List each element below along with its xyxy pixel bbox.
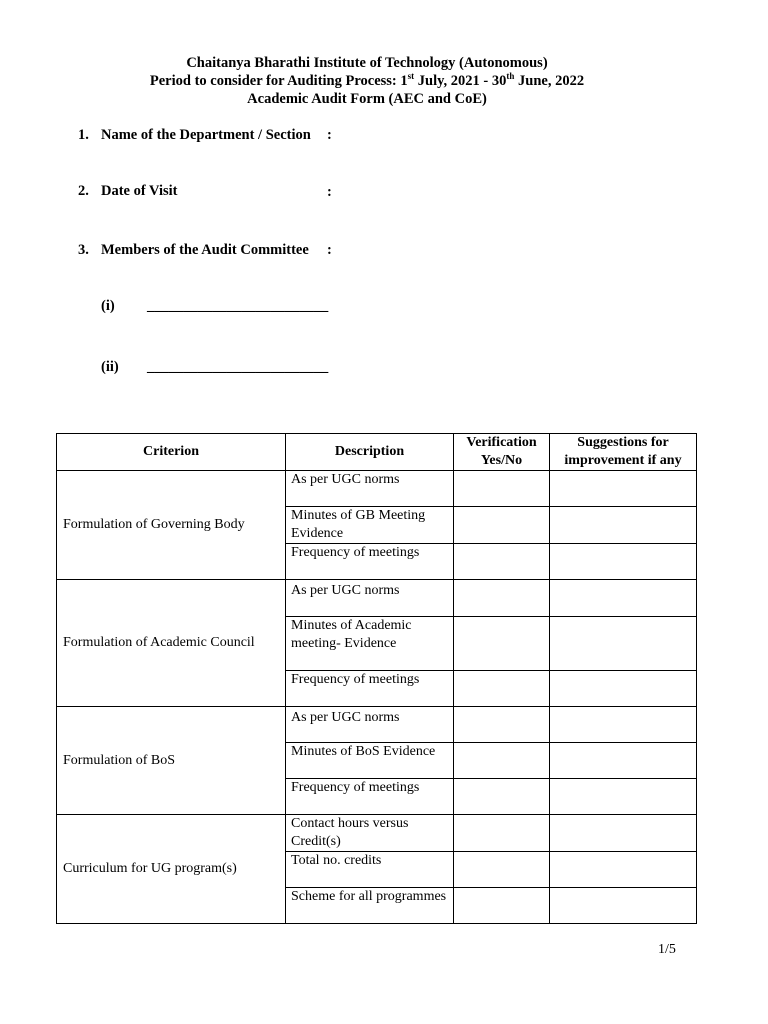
item-committee-members <box>78 242 309 259</box>
verification-header-line: Verification <box>466 435 537 450</box>
item-colon: : <box>327 242 332 258</box>
ordinal-st: st <box>407 71 415 82</box>
member-i <box>101 298 329 315</box>
audit-period <box>0 72 734 90</box>
verification-cell[interactable] <box>454 471 550 507</box>
audit-period-text: Period to consider for Auditing Process: 1 <box>149 73 408 89</box>
description-cell: Frequency of meetings <box>286 544 454 580</box>
item-label: Name of the Department / Section <box>101 127 311 143</box>
suggestions-cell[interactable] <box>550 580 697 617</box>
description-cell: As per UGC norms <box>286 471 454 507</box>
suggestions-cell[interactable] <box>550 815 697 852</box>
document-header <box>0 54 734 108</box>
verification-cell[interactable] <box>454 507 550 544</box>
suggestions-cell[interactable] <box>550 671 697 707</box>
description-cell: Minutes of GB Meeting Evidence <box>286 507 454 544</box>
verification-cell[interactable] <box>454 779 550 815</box>
verification-cell[interactable] <box>454 617 550 671</box>
suggestions-cell[interactable] <box>550 707 697 743</box>
description-cell: As per UGC norms <box>286 580 454 617</box>
audit-period-text: June, 2022 <box>514 73 585 89</box>
suggestions-header-line: improvement if any <box>564 453 682 468</box>
item-colon: : <box>327 127 332 143</box>
suggestions-cell[interactable] <box>550 743 697 779</box>
verification-cell[interactable] <box>454 544 550 580</box>
description-cell: Minutes of Academic meeting- Evidence <box>286 617 454 671</box>
member-label: (i) <box>101 298 115 314</box>
suggestions-cell[interactable] <box>550 617 697 671</box>
description-cell: Scheme for all programmes <box>286 888 454 924</box>
suggestions-cell[interactable] <box>550 544 697 580</box>
ordinal-th: th <box>506 71 515 82</box>
verification-cell[interactable] <box>454 743 550 779</box>
verification-cell[interactable] <box>454 815 550 852</box>
audit-table <box>56 433 697 924</box>
verification-cell[interactable] <box>454 580 550 617</box>
criterion-cell: Curriculum for UG program(s) <box>57 815 286 924</box>
table-header-row <box>57 434 697 471</box>
suggestions-cell[interactable] <box>550 852 697 888</box>
verification-cell[interactable] <box>454 707 550 743</box>
member-ii <box>101 359 329 376</box>
criterion-header: Criterion <box>57 434 286 471</box>
description-cell: Frequency of meetings <box>286 671 454 707</box>
table-row <box>57 471 697 507</box>
suggestions-cell[interactable] <box>550 779 697 815</box>
criterion-cell: Formulation of Governing Body <box>57 471 286 580</box>
table-row <box>57 707 697 743</box>
criterion-cell: Formulation of Academic Council <box>57 580 286 707</box>
verification-header-line: Yes/No <box>480 453 523 468</box>
criterion-cell: Formulation of BoS <box>57 707 286 815</box>
verification-header <box>454 434 550 471</box>
item-department <box>78 127 311 144</box>
audit-period-text: July, 2021 - 30 <box>414 73 507 89</box>
verification-cell[interactable] <box>454 888 550 924</box>
item-date-of-visit <box>78 183 178 200</box>
description-cell: Contact hours versus Credit(s) <box>286 815 454 852</box>
item-label: Members of the Audit Committee <box>101 242 309 258</box>
page-number: 1/5 <box>658 942 676 957</box>
form-title: Academic Audit Form (AEC and CoE) <box>247 91 487 107</box>
item-label: Date of Visit <box>101 183 178 199</box>
table-row <box>57 580 697 617</box>
item-colon: : <box>327 184 332 200</box>
description-cell: Frequency of meetings <box>286 779 454 815</box>
suggestions-cell[interactable] <box>550 471 697 507</box>
member-label: (ii) <box>101 359 119 375</box>
suggestions-header <box>550 434 697 471</box>
institute-title: Chaitanya Bharathi Institute of Technology (Autonomous) <box>186 55 548 71</box>
description-cell: Total no. credits <box>286 852 454 888</box>
description-header: Description <box>286 434 454 471</box>
description-cell: Minutes of BoS Evidence <box>286 743 454 779</box>
suggestions-cell[interactable] <box>550 888 697 924</box>
suggestions-cell[interactable] <box>550 507 697 544</box>
item-number: 3. <box>78 242 89 258</box>
description-cell: As per UGC norms <box>286 707 454 743</box>
item-number: 2. <box>78 183 89 199</box>
verification-cell[interactable] <box>454 671 550 707</box>
suggestions-header-line: Suggestions for <box>577 435 669 450</box>
item-number: 1. <box>78 127 89 143</box>
member-blank-line[interactable]: _________________________ <box>147 298 329 314</box>
verification-cell[interactable] <box>454 852 550 888</box>
member-blank-line[interactable]: _________________________ <box>147 359 329 375</box>
table-row <box>57 815 697 852</box>
